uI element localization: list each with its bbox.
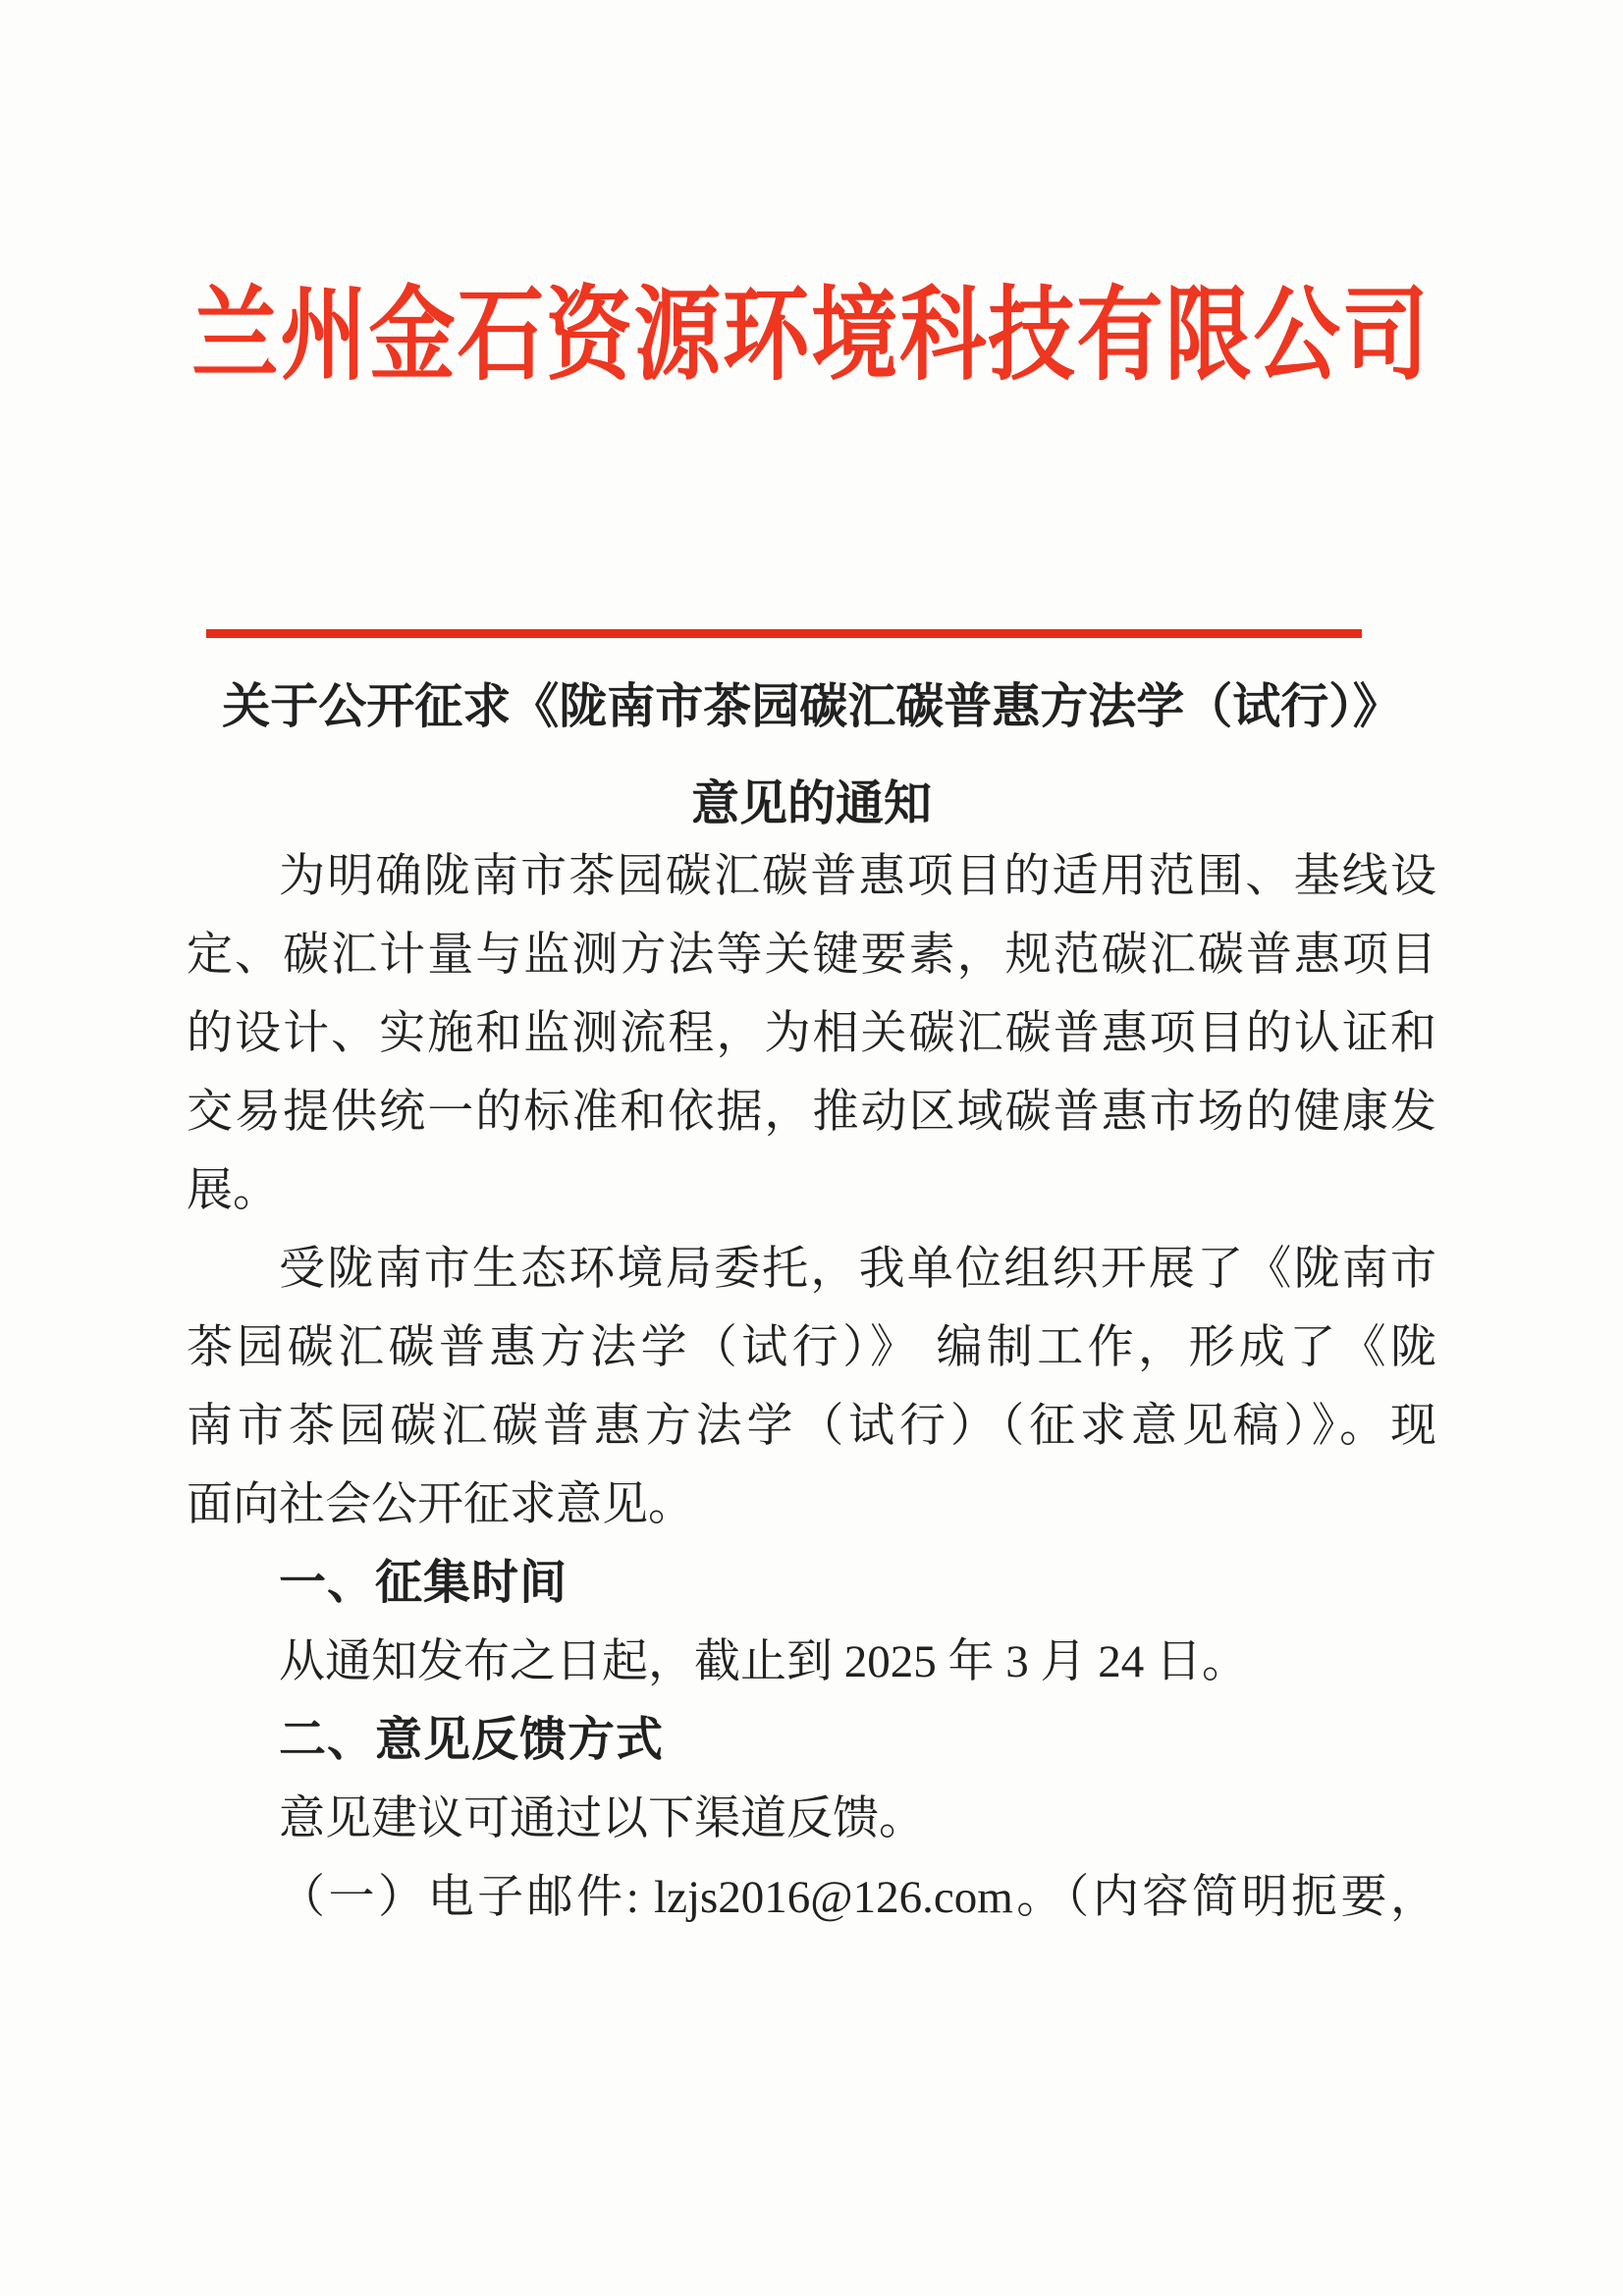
company-name: 兰州金石资源环境科技有限公司 xyxy=(191,280,1432,393)
paragraph1-line: 为明确陇南市茶园碳汇碳普惠项目的适用范围、基线设 xyxy=(279,851,1436,902)
paragraph2-line: 受陇南市生态环境局委托，我单位组织开展了《陇南市 xyxy=(279,1244,1436,1295)
section2-heading: 二、意见反馈方式 xyxy=(279,1714,665,1766)
paragraph2-line: 面向社会公开征求意见。 xyxy=(187,1479,694,1530)
notice-body xyxy=(187,837,1436,1937)
section1-heading: 一、征集时间 xyxy=(279,1557,568,1609)
notice-title-line1: 关于公开征求《陇南市茶园碳汇碳普惠方法学（试行）》 xyxy=(222,679,1401,733)
paragraph2-line: 南市茶园碳汇碳普惠方法学（试行）（征求意见稿）》。现 xyxy=(187,1401,1436,1452)
paragraph2-line: 茶园碳汇碳普惠方法学（试行）》 编制工作，形成了《陇 xyxy=(187,1322,1436,1373)
paragraph1-line: 交易提供统一的标准和依据，推动区域碳普惠市场的健康发 xyxy=(187,1087,1436,1138)
section2-intro: 意见建议可通过以下渠道反馈。 xyxy=(279,1793,925,1844)
company-letterhead xyxy=(0,278,1623,396)
notice-title-line2: 意见的通知 xyxy=(690,776,932,830)
section1-body: 从通知发布之日起，截止到 2025 年 3 月 24 日。 xyxy=(279,1636,1248,1687)
paragraph1-line: 定、碳汇计量与监测方法等关键要素，规范碳汇碳普惠项目 xyxy=(187,930,1436,981)
paragraph1-line: 的设计、实施和监测流程，为相关碳汇碳普惠项目的认证和 xyxy=(187,1008,1436,1059)
section2-email-line: （一）电子邮件: lzjs2016@126.com。（内容简明扼要， xyxy=(279,1872,1436,1923)
paragraph1-line: 展。 xyxy=(187,1165,279,1216)
letterhead-divider xyxy=(206,629,1362,638)
